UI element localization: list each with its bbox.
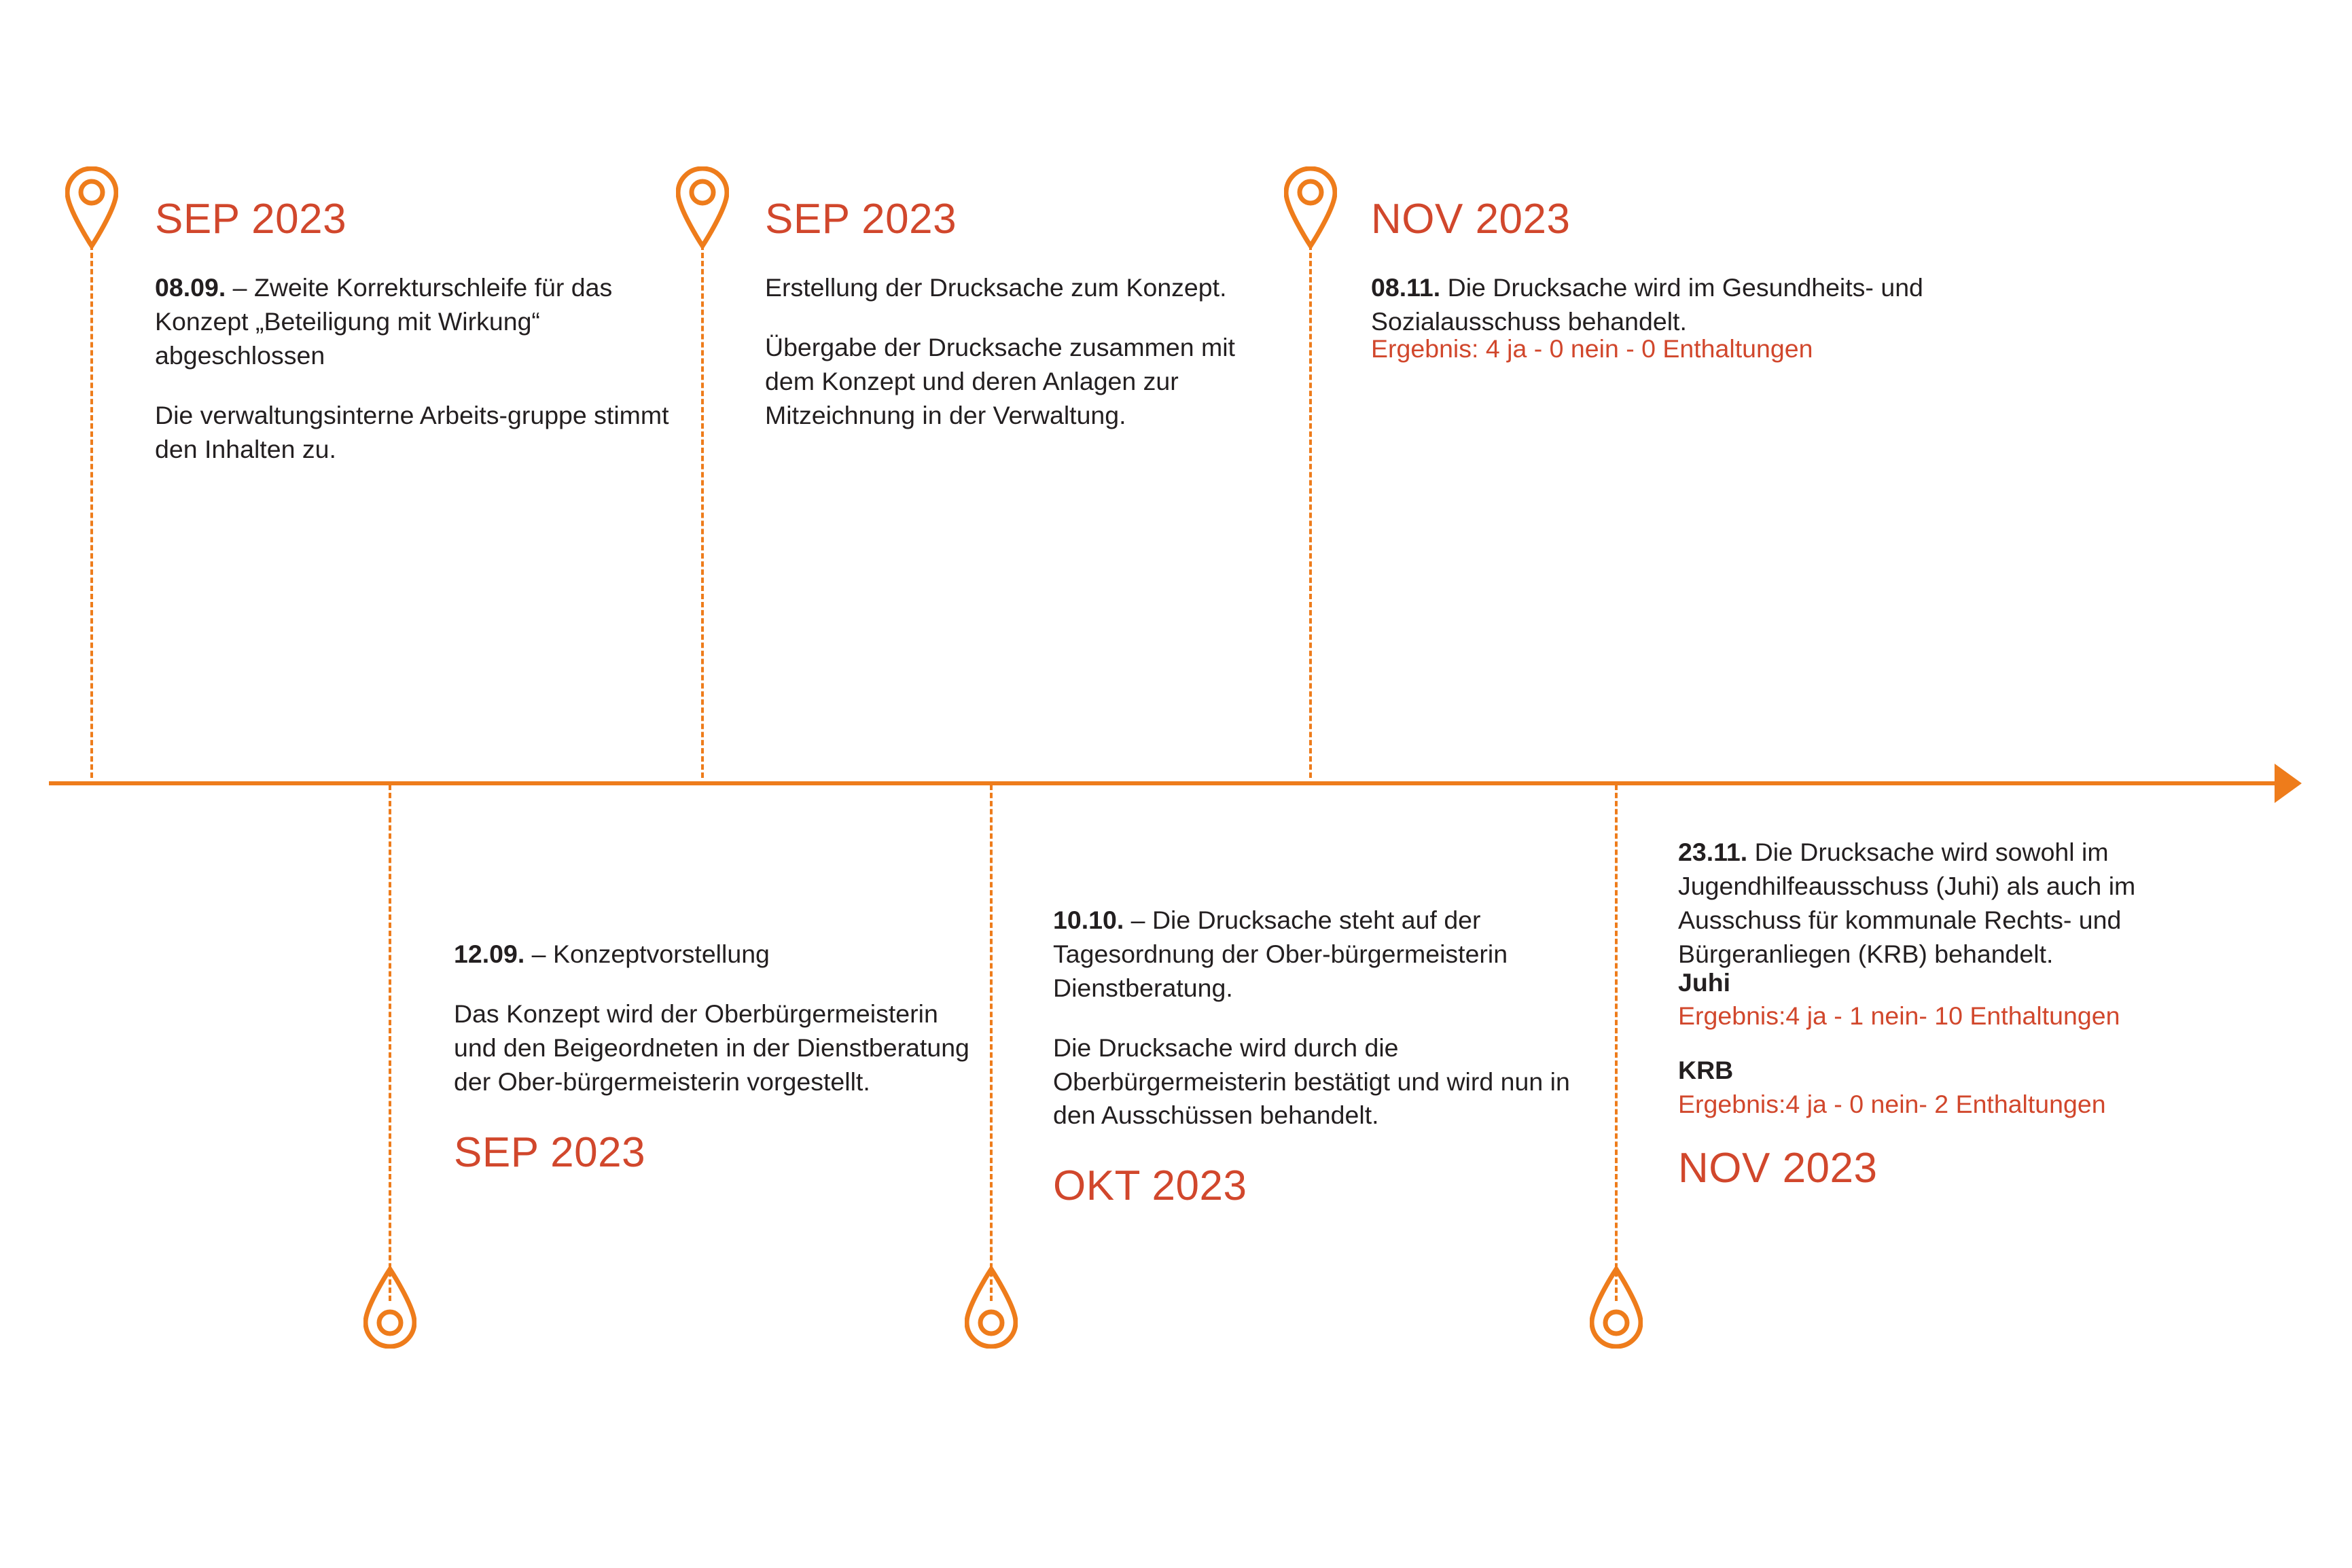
event-paragraph-text: – Zweite Korrekturschleife für das Konzept „Beteiligung mit Wirkung“ abgeschlossen <box>155 273 613 370</box>
timeline-event-nov-2023-a <box>1371 197 1928 366</box>
event-body <box>1678 836 2262 972</box>
event-body <box>765 271 1281 433</box>
event-result-label: Juhi <box>1678 967 1731 997</box>
event-body <box>1371 271 1928 339</box>
timeline-arrow-icon <box>2275 764 2302 803</box>
event-date-lead: 23.11. <box>1678 838 1748 866</box>
map-pin-icon <box>676 166 729 248</box>
event-paragraph-text: Übergabe der Drucksache zusammen mit dem Konzept und deren Anlagen zur Mitzeichnung in der Verwaltung. <box>765 332 1235 429</box>
event-date-lead: 10.10. <box>1053 906 1124 934</box>
event-result-text: Ergebnis:4 ja - 1 nein- 10 Enthaltungen <box>1678 1001 2120 1031</box>
event-paragraph-text: Die Drucksache wird im Gesundheits- und Sozialausschuss behandelt. <box>1371 273 1923 336</box>
event-date-lead: 08.09. <box>155 273 226 302</box>
timeline-event-okt-2023 <box>1053 904 1590 1208</box>
connector-line <box>990 785 993 1301</box>
event-body <box>155 271 678 466</box>
event-result-text: Ergebnis: 4 ja - 0 nein - 0 Enthaltungen <box>1371 334 1813 363</box>
event-paragraph-text: Die Drucksache wird sowohl im Jugendhilfeausschuss (Juhi) als auch im Ausschuss für kommunale Rechts- und Bürgeranliegen (KRB) behandelt. <box>1678 838 2136 968</box>
timeline-event-sep-2023-c <box>454 938 970 1175</box>
event-month-label: SEP 2023 <box>454 1128 646 1176</box>
event-month-label: NOV 2023 <box>1371 196 1571 243</box>
event-date-lead: 08.11. <box>1371 273 1441 302</box>
connector-line <box>1309 245 1312 778</box>
connector-line <box>90 245 93 778</box>
timeline-axis <box>49 781 2284 785</box>
timeline-event-nov-2023-b <box>1678 836 2262 1190</box>
event-paragraph-text: Erstellung der Drucksache zum Konzept. <box>765 273 1227 302</box>
event-month-label: OKT 2023 <box>1053 1162 1247 1210</box>
event-month-label: NOV 2023 <box>1678 1145 1878 1192</box>
event-date-lead: 12.09. <box>454 940 525 968</box>
event-body <box>454 938 970 1099</box>
map-pin-icon <box>65 166 118 248</box>
event-paragraph-text: – Konzeptvorstellung <box>524 940 770 968</box>
event-result-text: Ergebnis:4 ja - 0 nein- 2 Enthaltungen <box>1678 1090 2106 1119</box>
event-result-label: KRB <box>1678 1056 1734 1085</box>
timeline-event-sep-2023-b <box>765 197 1281 433</box>
map-pin-icon <box>1284 166 1337 248</box>
event-paragraph-text: Die Drucksache wird durch die Oberbürgermeisterin bestätigt und wird nun in den Ausschüssen behandelt. <box>1053 1033 1570 1130</box>
event-paragraph-text: – Die Drucksache steht auf der Tagesordnung der Ober-bürgermeisterin Dienstberatung. <box>1053 906 1508 1002</box>
event-month-label: SEP 2023 <box>765 196 957 243</box>
event-paragraph-text: Das Konzept wird der Oberbürgermeisterin und den Beigeordneten in der Dienstberatung der Ober-bürgermeisterin vorgestellt. <box>454 999 969 1096</box>
connector-line <box>701 245 704 778</box>
connector-line <box>1615 785 1618 1301</box>
timeline-event-sep-2023-a <box>155 197 678 466</box>
event-body <box>1053 904 1590 1133</box>
event-month-label: SEP 2023 <box>155 196 347 243</box>
event-paragraph-text: Die verwaltungsinterne Arbeits-gruppe stimmt den Inhalten zu. <box>155 400 669 463</box>
connector-line <box>389 785 391 1301</box>
